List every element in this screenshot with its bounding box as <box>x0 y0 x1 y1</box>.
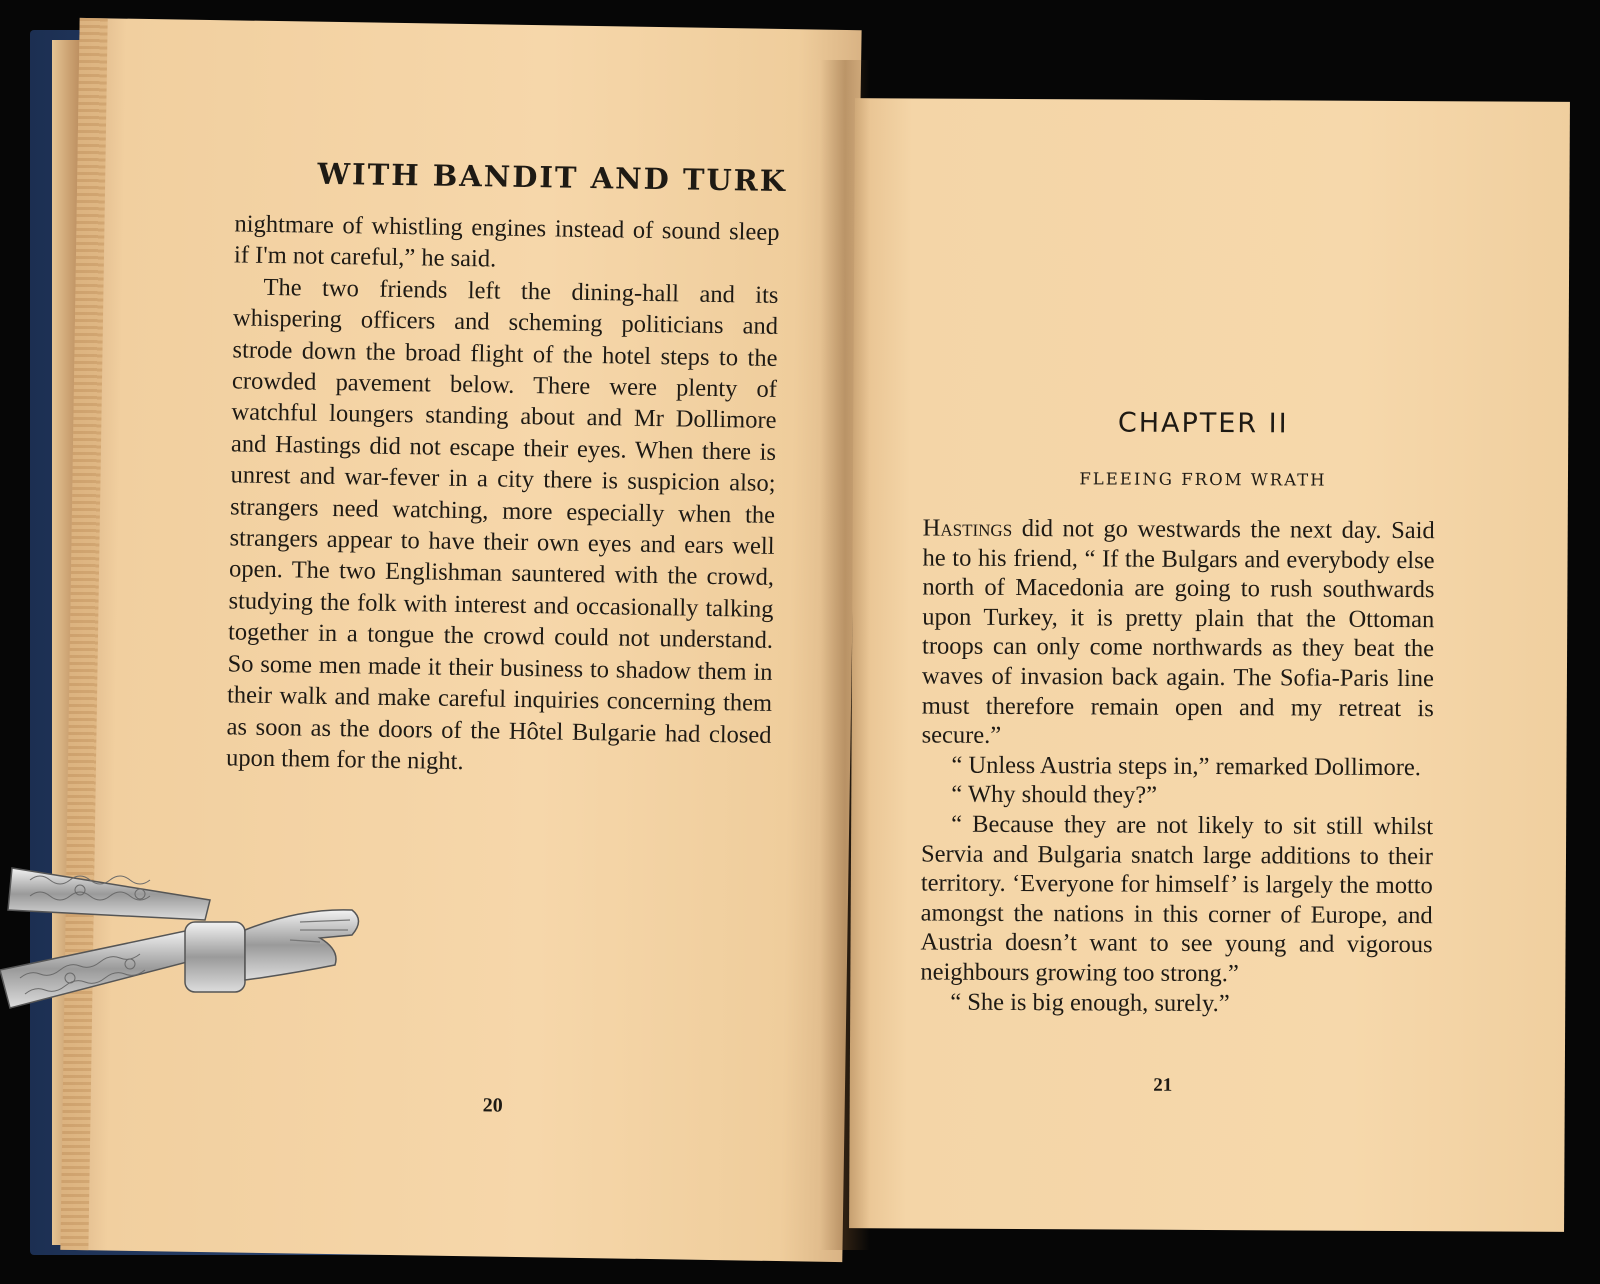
left-page-text <box>226 208 780 782</box>
left-page-number: 20 <box>482 1094 503 1117</box>
book-page-tongs-icon <box>0 860 380 1030</box>
left-page <box>60 18 861 1262</box>
right-paragraph-1-text: did not go westwards the next day. Said he to his friend, “ If the Bulgars and everybody else north of Macedonia are going to rush southwards upon Turkey, it is pretty plain that the Ottoman troops can only come northwards as they beat the waves of invasion back again. The Sofia-Paris line must therefore remain open and my retreat is secure.” <box>921 514 1435 750</box>
right-page <box>849 98 1570 1232</box>
right-paragraph-3: “ Why should they?” <box>951 780 1158 810</box>
book-gutter <box>820 60 870 1250</box>
right-paragraph-1 <box>922 513 1435 752</box>
chapter-subtitle: FLEEING FROM WRATH <box>1079 469 1327 490</box>
running-head: WITH BANDIT AND TURK <box>317 156 788 199</box>
left-paragraph-2: The two friends left the dining-hall and its whispering officers and scheming politicians and strode down the broad flight of the hotel steps to the crowded pavement below. There were plenty of watchful loungers standing about and Mr Dollimore and Hastings did not escape their eyes. When there is unrest and war-fever in a city there is suspicion also; strangers need watching, more especially when the strangers appear to have their own eyes and ears well open. The two Englishman sauntered with the crowd, studying the folk with interest and occasionally talking together in a tongue the crowd could not understand. So some men made it their business to shadow them in their walk and make careful inquiries concerning them as soon as the doors of the Hôtel Bulgarie had closed upon them for the night. <box>225 273 779 775</box>
right-paragraph-2: “ Unless Austria steps in,” remarked Dollimore. <box>951 751 1422 781</box>
right-page-text <box>920 513 1435 1019</box>
right-page-number: 21 <box>1153 1074 1173 1096</box>
opening-word: Hastings <box>922 514 1013 542</box>
right-paragraph-5: “ She is big enough, surely.” <box>950 988 1230 1017</box>
right-paragraph-4: “ Because they are not likely to sit still whilst Servia and Bulgaria snatch large additions to their territory. ‘Everyone for himself’ is largely the motto amongst the nations in this corner of Europe, and Austria doesn’t want to see young and vigorous neighbours growing too strong.” <box>920 810 1434 988</box>
left-paragraph-1: nightmare of whistling engines instead of sound sleep if I'm not careful,” he said. <box>233 210 780 273</box>
chapter-title: CHAPTER II <box>1117 407 1289 440</box>
